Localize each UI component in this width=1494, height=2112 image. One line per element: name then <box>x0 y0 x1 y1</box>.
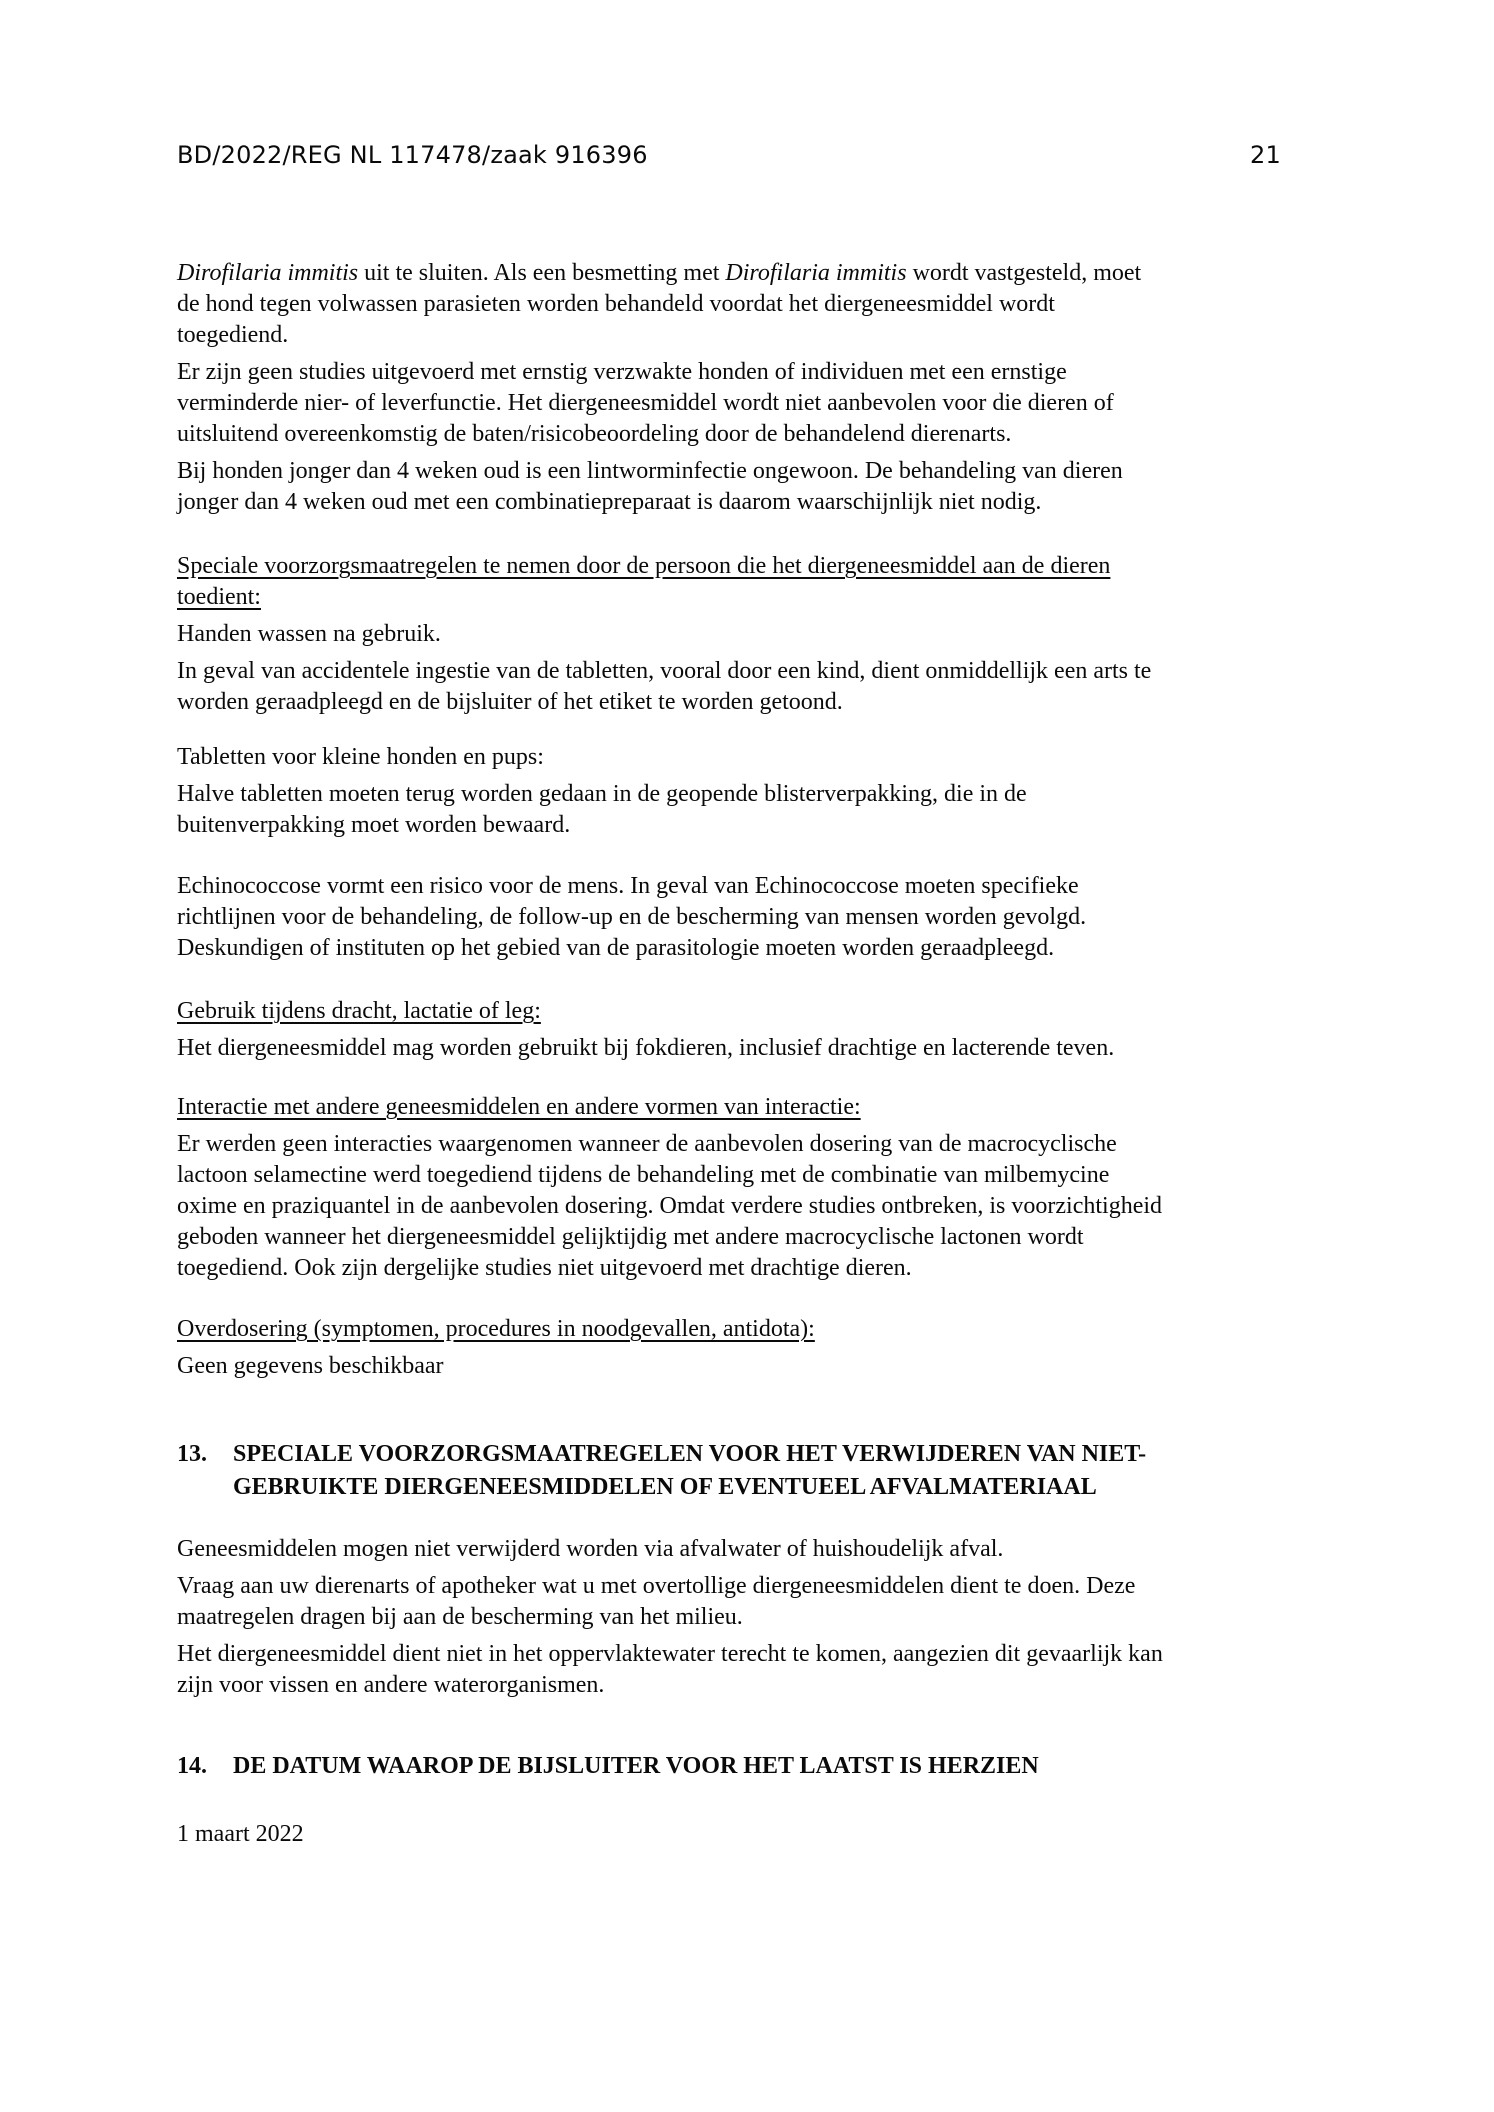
text-line: DE DATUM WAAROP DE BIJSLUITER VOOR HET LAATST IS HERZIEN <box>233 1753 1039 1779</box>
paragraph-dirofilaria <box>177 258 1319 351</box>
paragraph-half-tablets <box>177 779 1319 841</box>
spacer <box>177 1783 1319 1819</box>
text-line: toegediend. <box>177 322 289 348</box>
text-line: jonger dan 4 weken oud met een combinatiepreparaat is daarom waarschijnlijk niet nodig. <box>177 489 1042 515</box>
page-header <box>177 140 1319 171</box>
text-line: Dirofilaria immitis uit te sluiten. Als een besmetting met Dirofilaria immitis wordt vastgesteld, moet <box>177 260 1142 286</box>
spacer <box>177 964 1319 996</box>
paragraph-breeding-use <box>177 1033 1319 1064</box>
page-number: 21 <box>1250 141 1281 169</box>
text-line: verminderde nier- of leverfunctie. Het diergeneesmiddel wordt niet aanbevolen voor die dieren of <box>177 390 1114 416</box>
spacer <box>177 1284 1319 1314</box>
paragraph-echinococcose <box>177 871 1319 964</box>
text-line: worden geraadpleegd en de bijsluiter of het etiket te worden getoond. <box>177 689 843 715</box>
paragraph-interactions-detail <box>177 1129 1319 1284</box>
text-line: Echinococcose vormt een risico voor de mens. In geval van Echinococcose moeten specifieke <box>177 873 1079 899</box>
text-line: Geneesmiddelen mogen niet verwijderd worden via afvalwater of huishoudelijk afval. <box>177 1536 1004 1562</box>
text-line: Tabletten voor kleine honden en pups: <box>177 744 544 770</box>
spacer <box>177 1701 1319 1750</box>
subheading-overdose <box>177 1314 1319 1345</box>
text-line: Het diergeneesmiddel mag worden gebruikt bij fokdieren, inclusief drachtige en lacterende teven. <box>177 1035 1115 1061</box>
text-line: In geval van accidentele ingestie van de tabletten, vooral door een kind, dient onmiddellijk een arts te <box>177 658 1152 684</box>
text-line: geboden wanneer het diergeneesmiddel gelijktijdig met andere macrocyclische lactonen wordt <box>177 1224 1084 1250</box>
paragraph-tablets-small-dogs <box>177 742 1319 773</box>
section-13-heading <box>177 1438 1319 1504</box>
text-line: Overdosering (symptomen, procedures in noodgevallen, antidota): <box>177 1316 815 1342</box>
section-title <box>233 1438 1146 1504</box>
text-line: 1 maart 2022 <box>177 1821 304 1847</box>
paragraph-accidental-ingestion <box>177 656 1319 718</box>
text-line: Halve tabletten moeten terug worden gedaan in de geopende blisterverpakking, die in de <box>177 781 1027 807</box>
spacer <box>177 1504 1319 1534</box>
paragraph-wash-hands <box>177 619 1319 650</box>
text-line: uitsluitend overeenkomstig de baten/risicobeoordeling door de behandelend dierenarts. <box>177 421 1012 447</box>
subheading-pregnancy-lactation <box>177 996 1319 1027</box>
section-number: 14. <box>177 1753 207 1779</box>
text-line: Interactie met andere geneesmiddelen en andere vormen van interactie: <box>177 1094 861 1120</box>
text-line: Bij honden jonger dan 4 weken oud is een lintworminfectie ongewoon. De behandeling van dieren <box>177 458 1123 484</box>
paragraph-weakened-dogs <box>177 357 1319 450</box>
text-line: Geen gegevens beschikbaar <box>177 1353 444 1379</box>
subheading-interactions <box>177 1092 1319 1123</box>
paragraph-no-data <box>177 1351 1319 1382</box>
spacer <box>177 1064 1319 1092</box>
species-name-italic: Dirofilaria immitis <box>177 260 359 286</box>
text-line: Handen wassen na gebruik. <box>177 621 441 647</box>
spacer <box>177 518 1319 551</box>
subheading-user-precautions <box>177 551 1319 613</box>
species-name-italic: Dirofilaria immitis <box>725 260 907 286</box>
text-line: GEBRUIKTE DIERGENEESMIDDELEN OF EVENTUEEL AFVALMATERIAAL <box>233 1474 1097 1500</box>
text-line: Er werden geen interacties waargenomen wanneer de aanbevolen dosering van de macrocyclische <box>177 1131 1117 1157</box>
section-number: 13. <box>177 1441 207 1467</box>
text-line: zijn voor vissen en andere waterorganismen. <box>177 1672 605 1698</box>
text-line: de hond tegen volwassen parasieten worden behandeld voordat het diergeneesmiddel wordt <box>177 291 1055 317</box>
spacer <box>177 718 1319 742</box>
text-line: Deskundigen of instituten op het gebied van de parasitologie moeten worden geraadpleegd. <box>177 935 1055 961</box>
page-content <box>177 140 1319 1850</box>
paragraph-young-dogs <box>177 456 1319 518</box>
doc-reference: BD/2022/REG NL 117478/zaak 916396 <box>177 141 648 169</box>
text-line: oxime en praziquantel in de aanbevolen dosering. Omdat verdere studies ontbreken, is voorzichtigheid <box>177 1193 1163 1219</box>
text-line: toedient: <box>177 584 261 610</box>
text-line: Vraag aan uw dierenarts of apotheker wat u met overtollige diergeneesmiddelen dient te doen. Deze <box>177 1573 1136 1599</box>
text-line: richtlijnen voor de behandeling, de follow-up en de bescherming van mensen worden gevolgd. <box>177 904 1087 930</box>
text-line: maatregelen dragen bij aan de bescherming van het milieu. <box>177 1604 743 1630</box>
text-line: SPECIALE VOORZORGSMAATREGELEN VOOR HET VERWIJDEREN VAN NIET- <box>233 1441 1147 1467</box>
paragraph-disposal-surface-water <box>177 1639 1319 1701</box>
spacer <box>177 841 1319 871</box>
text-line: Speciale voorzorgsmaatregelen te nemen door de persoon die het diergeneesmiddel aan de dieren <box>177 553 1111 579</box>
text-line: Gebruik tijdens dracht, lactatie of leg: <box>177 998 541 1024</box>
text-line: Het diergeneesmiddel dient niet in het oppervlaktewater terecht te komen, aangezien dit gevaarlijk kan <box>177 1641 1163 1667</box>
paragraph-disposal-ask-vet <box>177 1571 1319 1633</box>
text-line: lactoon selamectine werd toegediend tijdens de behandeling met de combinatie van milbemycine <box>177 1162 1110 1188</box>
spacer <box>177 1382 1319 1438</box>
section-14-heading <box>177 1750 1319 1783</box>
text-line: buitenverpakking moet worden bewaard. <box>177 812 571 838</box>
paragraph-disposal-wastewater <box>177 1534 1319 1565</box>
section-title <box>233 1750 1039 1783</box>
paragraph-revision-date <box>177 1819 1319 1850</box>
text-line: toegediend. Ook zijn dergelijke studies niet uitgevoerd met drachtige dieren. <box>177 1255 912 1281</box>
text-line: Er zijn geen studies uitgevoerd met ernstig verzwakte honden of individuen met een ernstige <box>177 359 1067 385</box>
